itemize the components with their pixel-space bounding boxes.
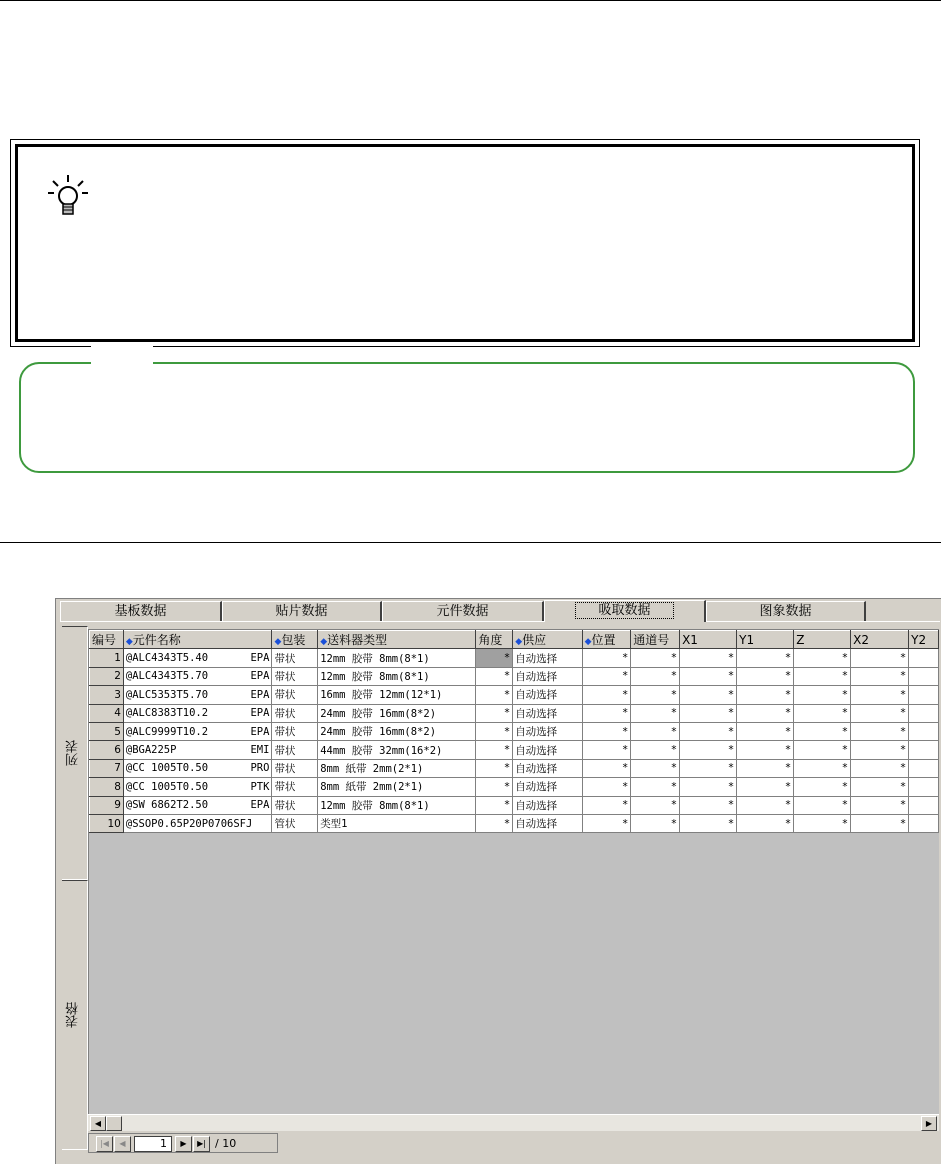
cell-supply[interactable]: 自动选择 [513,686,582,704]
cell-angle[interactable]: * [476,778,513,796]
cell-x2[interactable]: * [851,722,909,740]
cell-supply[interactable]: 自动选择 [513,796,582,814]
cell-angle[interactable]: * [476,759,513,777]
cell-supply[interactable]: 自动选择 [513,649,582,667]
cell-pack[interactable]: 带状 [272,722,318,740]
cell-pack[interactable]: 带状 [272,704,318,722]
cell-y2[interactable] [909,778,939,796]
cell-feeder[interactable]: 12mm 胶带 8mm(8*1) [318,649,476,667]
cell-z[interactable]: * [794,796,851,814]
cell-x1[interactable]: * [680,704,737,722]
cell-pack[interactable]: 带状 [272,759,318,777]
first-page-button[interactable]: |◀ [96,1136,113,1152]
table-row[interactable] [90,778,939,796]
cell-supply[interactable]: 自动选择 [513,704,582,722]
cell-ch[interactable]: * [631,722,680,740]
cell-pos[interactable]: * [582,649,631,667]
cell-y1[interactable]: * [737,667,794,685]
cell-no[interactable]: 4 [90,704,124,722]
cell-angle[interactable]: * [476,667,513,685]
cell-y1[interactable]: * [737,814,794,832]
cell-y1[interactable]: * [737,796,794,814]
column-header[interactable]: Z [794,631,851,649]
cell-z[interactable]: * [794,704,851,722]
cell-x1[interactable]: * [680,722,737,740]
cell-x2[interactable]: * [851,814,909,832]
cell-z[interactable]: * [794,741,851,759]
cell-feeder[interactable]: 44mm 胶带 32mm(16*2) [318,741,476,759]
tab-component-data[interactable]: 元件数据 [382,601,544,621]
feeder-data-window [55,598,941,1164]
cell-x2[interactable]: * [851,796,909,814]
cell-feeder[interactable]: 8mm 紙带 2mm(2*1) [318,759,476,777]
divider-rule [0,542,941,543]
cell-pos[interactable]: * [582,741,631,759]
cell-name[interactable]: @ALC5353T5.70 EPA [123,686,272,704]
cell-supply[interactable]: 自动选择 [513,667,582,685]
cell-ch[interactable]: * [631,704,680,722]
cell-name[interactable]: @ALC9999T10.2 EPA [123,722,272,740]
cell-y1[interactable]: * [737,778,794,796]
cell-pack[interactable]: 带状 [272,796,318,814]
cell-x2[interactable]: * [851,667,909,685]
cell-pos[interactable]: * [582,796,631,814]
cell-pos[interactable]: * [582,722,631,740]
cell-z[interactable]: * [794,649,851,667]
page-total: / 10 [215,1137,237,1150]
lightbulb-icon [45,173,91,219]
cell-y2[interactable] [909,722,939,740]
cell-y2[interactable] [909,704,939,722]
horizontal-scrollbar[interactable] [88,1114,939,1131]
cell-feeder[interactable]: 24mm 胶带 16mm(8*2) [318,704,476,722]
tab-placement-data[interactable]: 贴片数据 [222,601,382,621]
cell-x2[interactable]: * [851,649,909,667]
cell-pack[interactable]: 带状 [272,686,318,704]
cell-name[interactable]: @SSOP0.65P20P0706SFJ [123,814,272,832]
cell-supply[interactable]: 自动选择 [513,778,582,796]
table-row[interactable] [90,722,939,740]
cell-z[interactable]: * [794,778,851,796]
cell-x1[interactable]: * [680,778,737,796]
cell-angle[interactable]: * [476,704,513,722]
cell-y1[interactable]: * [737,759,794,777]
table-row[interactable] [90,686,939,704]
sort-icon: ◆ [515,637,523,648]
column-header[interactable]: ◆元件名称 [123,631,272,649]
column-header[interactable]: ◆供应 [513,631,582,649]
cell-x2[interactable]: * [851,741,909,759]
column-header[interactable]: Y2 [909,631,939,649]
scroll-right-button[interactable]: ▶ [921,1116,937,1131]
cell-pos[interactable]: * [582,704,631,722]
grid-header-row [90,631,939,649]
cell-name[interactable]: @CC 1005T0.50 PTK [123,778,272,796]
cell-x1[interactable]: * [680,649,737,667]
cell-feeder[interactable]: 8mm 紙带 2mm(2*1) [318,778,476,796]
cell-angle[interactable]: * [476,814,513,832]
column-header[interactable]: 通道号 [631,631,680,649]
cell-supply[interactable]: 自动选择 [513,814,582,832]
tip-box [10,139,920,347]
cell-y2[interactable] [909,667,939,685]
cell-supply[interactable]: 自动选择 [513,741,582,759]
cell-angle[interactable]: * [476,722,513,740]
cell-pos[interactable]: * [582,759,631,777]
cell-ch[interactable]: * [631,796,680,814]
cell-y1[interactable]: * [737,649,794,667]
cell-z[interactable]: * [794,722,851,740]
cell-x2[interactable]: * [851,759,909,777]
table-row[interactable] [90,649,939,667]
column-header[interactable]: ◆位置 [582,631,631,649]
cell-ch[interactable]: * [631,686,680,704]
cell-z[interactable]: * [794,759,851,777]
cell-x2[interactable]: * [851,778,909,796]
cell-name[interactable]: @ALC4343T5.40 EPA [123,649,272,667]
cell-feeder[interactable]: 12mm 胶带 8mm(8*1) [318,667,476,685]
cell-y1[interactable]: * [737,704,794,722]
column-header[interactable]: X2 [851,631,909,649]
cell-feeder[interactable]: 16mm 胶带 12mm(12*1) [318,686,476,704]
cell-name[interactable]: @SW 6862T2.50 EPA [123,796,272,814]
tab-image-data[interactable]: 图象数据 [706,601,866,621]
view-tabs [62,626,88,1156]
cell-angle[interactable]: * [476,649,513,667]
next-page-button[interactable]: ▶ [175,1136,192,1152]
table-row[interactable] [90,796,939,814]
sort-icon: ◆ [320,637,328,648]
cell-x1[interactable]: * [680,686,737,704]
scroll-thumb[interactable] [106,1116,122,1131]
cell-x2[interactable]: * [851,704,909,722]
cell-pos[interactable]: * [582,686,631,704]
cell-no[interactable]: 10 [90,814,124,832]
cell-feeder[interactable]: 12mm 胶带 8mm(8*1) [318,796,476,814]
cell-ch[interactable]: * [631,778,680,796]
last-page-button[interactable]: ▶| [193,1136,210,1152]
top-rule [0,0,941,1]
cell-angle[interactable]: * [476,741,513,759]
column-header[interactable]: 角度 [476,631,513,649]
cell-pack[interactable]: 管状 [272,814,318,832]
cell-y2[interactable] [909,741,939,759]
cell-no[interactable]: 3 [90,686,124,704]
cell-name[interactable]: @ALC8383T10.2 EPA [123,704,272,722]
cell-no[interactable]: 6 [90,741,124,759]
cell-supply[interactable]: 自动选择 [513,759,582,777]
cell-angle[interactable]: * [476,686,513,704]
cell-pack[interactable]: 带状 [272,778,318,796]
cell-no[interactable]: 7 [90,759,124,777]
cell-y2[interactable] [909,796,939,814]
cell-y1[interactable]: * [737,686,794,704]
cell-no[interactable]: 1 [90,649,124,667]
cell-pack[interactable]: 带状 [272,741,318,759]
cell-ch[interactable]: * [631,741,680,759]
data-grid-area [88,629,939,1129]
cell-name[interactable]: @CC 1005T0.50 PRO [123,759,272,777]
cell-pos[interactable]: * [582,814,631,832]
table-row[interactable] [90,704,939,722]
cell-supply[interactable]: 自动选择 [513,722,582,740]
sort-icon: ◆ [125,637,133,648]
cell-x2[interactable]: * [851,686,909,704]
column-header[interactable]: 编号 [90,631,124,649]
cell-pos[interactable]: * [582,778,631,796]
tab-list-view[interactable]: 列表 [62,626,88,880]
table-row[interactable] [90,741,939,759]
cell-no[interactable]: 8 [90,778,124,796]
cell-y2[interactable] [909,649,939,667]
cell-no[interactable]: 5 [90,722,124,740]
cell-angle[interactable]: * [476,796,513,814]
sort-icon: ◆ [584,637,592,648]
table-row[interactable] [90,667,939,685]
column-header[interactable]: X1 [680,631,737,649]
cell-y1[interactable]: * [737,722,794,740]
tab-table-view[interactable]: 表格 [62,880,88,1150]
cell-ch[interactable]: * [631,814,680,832]
prev-page-button[interactable]: ◀ [114,1136,131,1152]
cell-y1[interactable]: * [737,741,794,759]
tab-pickup-data[interactable]: 吸取数据 [544,600,706,622]
cell-no[interactable]: 2 [90,667,124,685]
tab-board-data[interactable]: 基板数据 [60,601,222,621]
cell-x1[interactable]: * [680,741,737,759]
cell-name[interactable]: @ALC4343T5.70 EPA [123,667,272,685]
cell-name[interactable]: @BGA225P EMI [123,741,272,759]
pickup-data-grid [89,630,939,833]
cell-feeder[interactable]: 24mm 胶带 16mm(8*2) [318,722,476,740]
cell-ch[interactable]: * [631,759,680,777]
pager [88,1133,278,1153]
cell-pos[interactable]: * [582,667,631,685]
cell-x1[interactable]: * [680,796,737,814]
cell-y2[interactable] [909,759,939,777]
note-box [19,362,915,473]
column-header[interactable]: ◆送料器类型 [318,631,476,649]
cell-pack[interactable]: 带状 [272,667,318,685]
cell-y2[interactable] [909,686,939,704]
cell-y2[interactable] [909,814,939,832]
column-header[interactable]: Y1 [737,631,794,649]
cell-x1[interactable]: * [680,667,737,685]
cell-x1[interactable]: * [680,759,737,777]
tab-bar [60,601,940,623]
table-row[interactable] [90,759,939,777]
cell-feeder[interactable]: 类型1 [318,814,476,832]
cell-z[interactable]: * [794,814,851,832]
column-header[interactable]: ◆包装 [272,631,318,649]
cell-x1[interactable]: * [680,814,737,832]
cell-no[interactable]: 9 [90,796,124,814]
cell-pack[interactable]: 带状 [272,649,318,667]
sort-icon: ◆ [274,637,282,648]
cell-ch[interactable]: * [631,667,680,685]
page-number-input[interactable]: 1 [134,1136,172,1152]
scroll-left-button[interactable]: ◀ [90,1116,106,1131]
cell-ch[interactable]: * [631,649,680,667]
cell-z[interactable]: * [794,686,851,704]
cell-z[interactable]: * [794,667,851,685]
table-row[interactable] [90,814,939,832]
